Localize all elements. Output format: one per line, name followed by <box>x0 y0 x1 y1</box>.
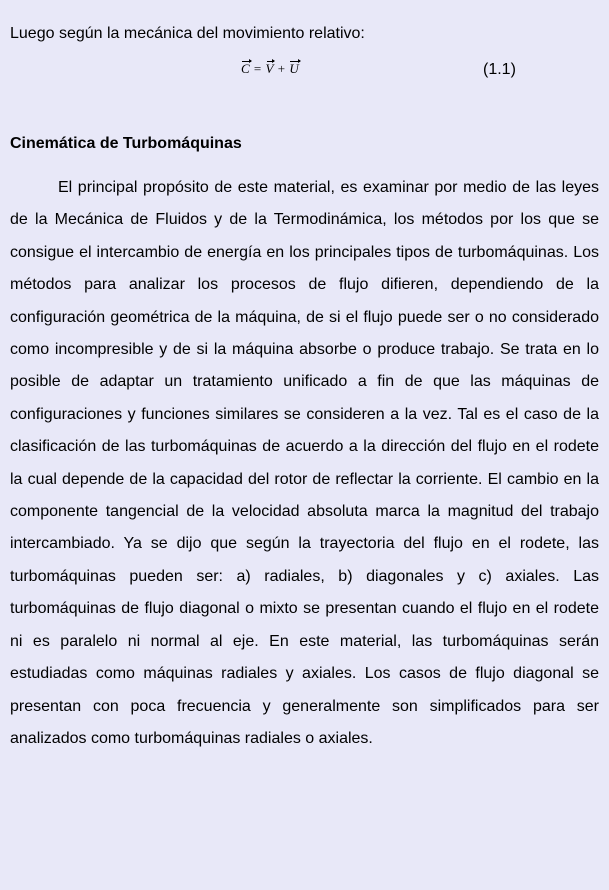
plus-sign: + <box>277 61 286 76</box>
section-heading: Cinemática de Turbomáquinas <box>10 135 242 152</box>
intro-text: Luego según la mecánica del movimiento relativo: <box>10 25 365 42</box>
vector-v: V <box>265 61 274 76</box>
equation-number: (1.1) <box>483 61 516 78</box>
equals-sign: = <box>253 61 262 76</box>
body-paragraph: El principal propósito de este material, es examinar por medio de las leyes de la Mecánica de Fluidos y de la Termodinámica, los métodos por los que se consigue el intercambio de energía en los principales tipos de turbomáquinas. Los métodos para analizar los procesos de flujo difieren, dependiendo de la configuración geométrica de la máquina, de si el flujo puede ser o no considerado como incompresible y de si la máquina absorbe o produce trabajo. Se trata en lo posible de adaptar un tratamiento unificado a fin de que las máquinas de configuraciones y funciones similares se consideren a la vez. Tal es el caso de la clasificación de las turbomáquinas de acuerdo a la dirección del flujo en el rodete la cual depende de la capacidad del rotor de reflectar la corriente. El cambio en la componente tangencial de la velocidad absoluta marca la magnitud del trabajo intercambiado. Ya se dijo que según la trayectoria del flujo en el rodete, las turbomáquinas pueden ser: a) radiales, b) diagonales y c) axiales. Las turbomáquinas de flujo diagonal o mixto se presentan cuando el flujo en el rodete ni es paralelo ni normal al eje. En este material, las turbomáquinas serán estudiadas como máquinas radiales y axiales. Los casos de flujo diagonal se presentan con poca frecuencia y generalmente son simplificados para ser analizados como turbomáquinas radiales o axiales. <box>10 179 599 747</box>
vector-c: C <box>241 61 250 76</box>
velocity-equation <box>241 60 299 78</box>
vector-u: U <box>289 61 299 76</box>
